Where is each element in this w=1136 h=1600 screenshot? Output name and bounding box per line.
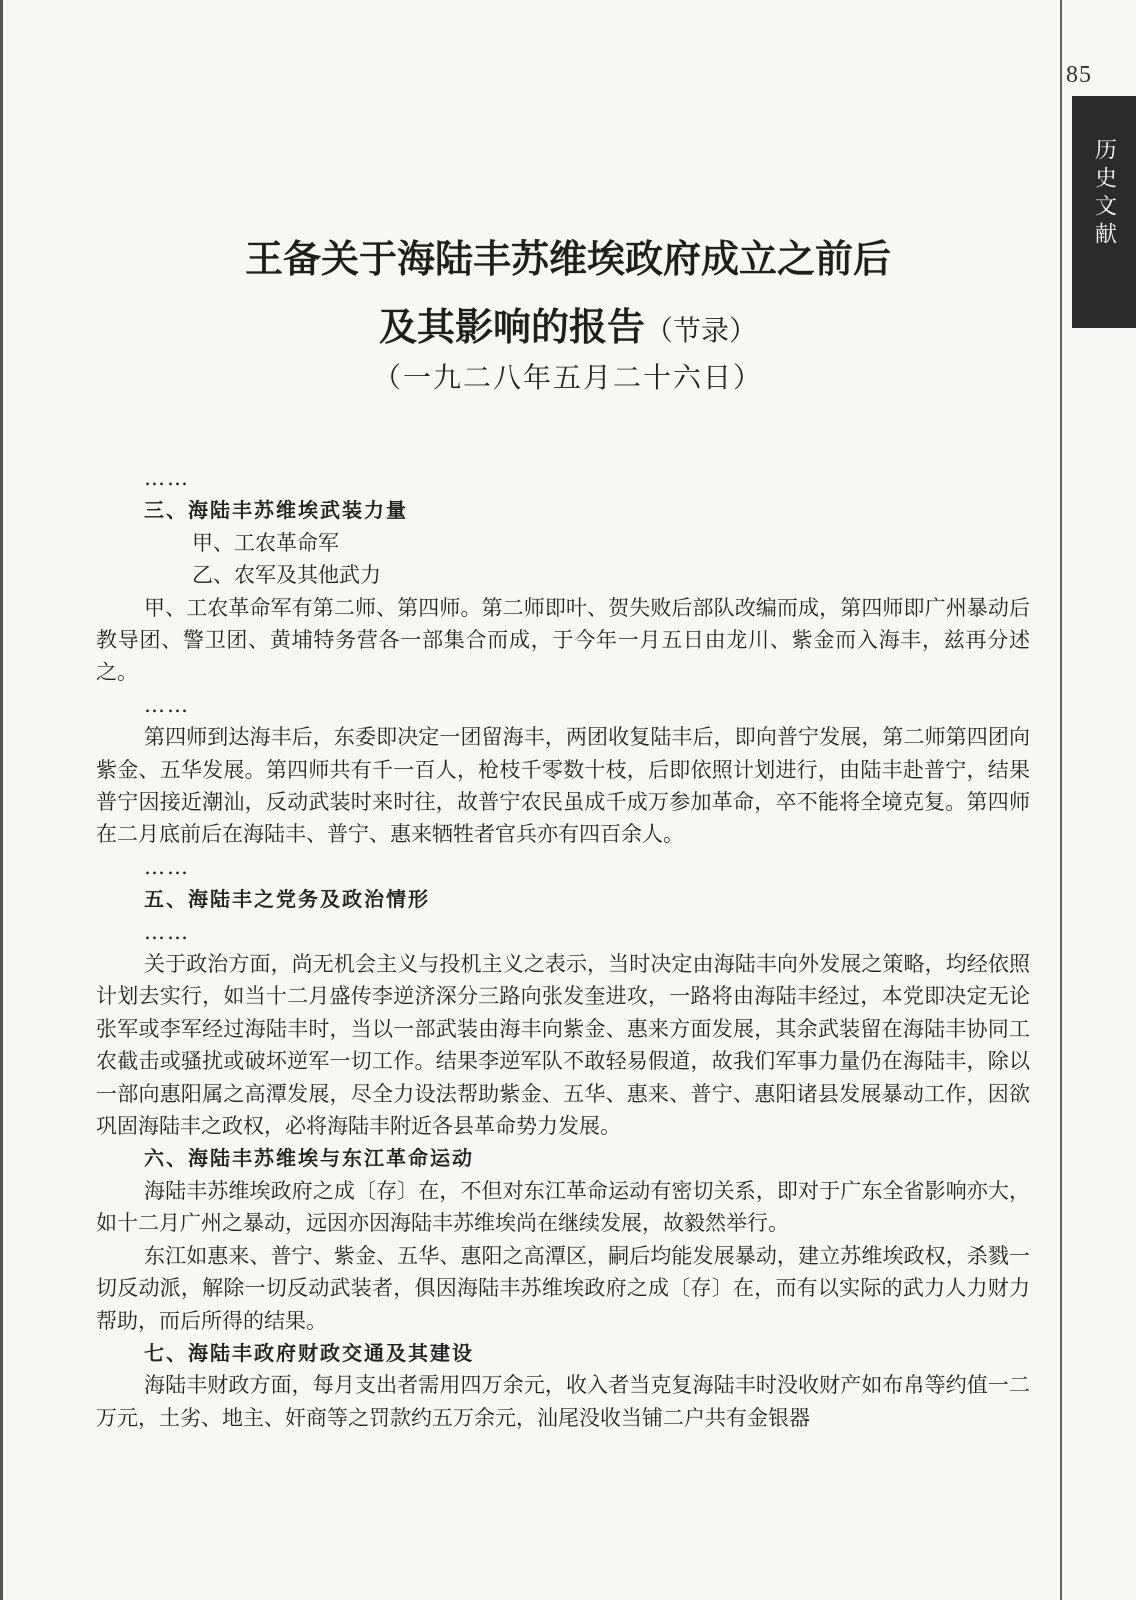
ellipsis: ……: [144, 854, 190, 879]
side-tab: [1072, 96, 1136, 328]
paragraph-3: 关于政治方面，尚无机会主义与投机主义之表示，当时决定由海陆丰向外发展之策略，均经依照计划去实行，如当十二月盛传李逆济深分三路向张发奎进攻，一路将由海陆丰经过，本党即决定无论张军或李军经过海陆丰时，当以一部武装由海丰向紫金、惠来方面发展，其余武装留在海陆丰协同工农截击或骚扰或破坏逆军一切工作。结果李逆军队不敢轻易假道，故我们军事力量仍在海陆丰，除以一部向惠阳属之高潭发展，尽全力设法帮助紫金、五华、惠来、普宁、惠阳诸县发展暴动工作，因欲巩固海陆丰之政权，必将海陆丰附近各县革命势力发展。: [96, 952, 1030, 1139]
section-3-heading: 三、海陆丰苏维埃武装力量: [144, 498, 408, 523]
title-line-1: 王备关于海陆丰苏维埃政府成立之前后: [244, 236, 891, 281]
section-6-heading: 六、海陆丰苏维埃与东江革命运动: [144, 1146, 474, 1171]
ellipsis: ……: [144, 692, 190, 717]
title-note: （节录）: [645, 314, 758, 347]
paragraph-6: 海陆丰财政方面，每月支出者需用四万余元，收入者当克复海陆丰时没收财产如布帛等约值一二万元，土劣、地主、奸商等之罚款约五万余元，汕尾没收当铺二户共有金银器: [96, 1373, 1030, 1430]
title-line-2: [0, 296, 1136, 351]
page-edge: [0, 0, 3, 1600]
section-7-heading: 七、海陆丰政府财政交通及其建设: [144, 1340, 474, 1365]
ellipsis: ……: [144, 919, 190, 944]
section-5-heading: 五、海陆丰之党务及政治情形: [144, 887, 430, 912]
paragraph-2: 第四师到达海丰后，东委即决定一团留海丰，两团收复陆丰后，即向普宁发展，第二师第四团向紫金、五华发展。第四师共有千一百人，枪枝千零数十枝，后即依照计划进行，由陆丰赴普宁，结果普宁因接近潮汕，反动武装时来时往，故普宁农民虽成千成万参加革命，卒不能将全境克复。第四师在二月底前后在海陆丰、普宁、惠来牺牲者官兵亦有四百余人。: [96, 725, 1030, 847]
page-number: 85: [1066, 62, 1092, 88]
section-3-item-a: 甲、工农革命军: [192, 530, 339, 555]
document-body: [96, 462, 1030, 1434]
side-tab-label: 历史文献: [1091, 138, 1117, 250]
section-3-item-b: 乙、农军及其他武力: [192, 563, 381, 588]
paragraph-1: 甲、工农革命军有第二师、第四师。第二师即叶、贺失败后部队改编而成，第四师即广州暴动后教导团、警卫团、黄埔特务营各一部集合而成，于今年一月五日由龙川、紫金而入海丰，兹再分述之。: [96, 595, 1030, 685]
paragraph-5: 东江如惠来、普宁、紫金、五华、惠阳之高潭区，嗣后均能发展暴动，建立苏维埃政权，杀戮一切反动派，解除一切反动武装者，俱因海陆丰苏维埃政府之成〔存〕在，而有以实际的武力人力财力帮助，而后所得的结果。: [96, 1243, 1030, 1333]
ellipsis: ……: [144, 466, 190, 490]
title-date: （一九二八年五月二十六日）: [372, 361, 763, 394]
paragraph-4: 海陆丰苏维埃政府之成〔存〕在，不但对东江革命运动有密切关系，即对于广东全省影响亦大，如十二月广州之暴动，远因亦因海陆丰苏维埃尚在继续发展，故毅然举行。: [96, 1178, 1030, 1236]
title-line-2-text: 及其影响的报告: [378, 304, 645, 349]
